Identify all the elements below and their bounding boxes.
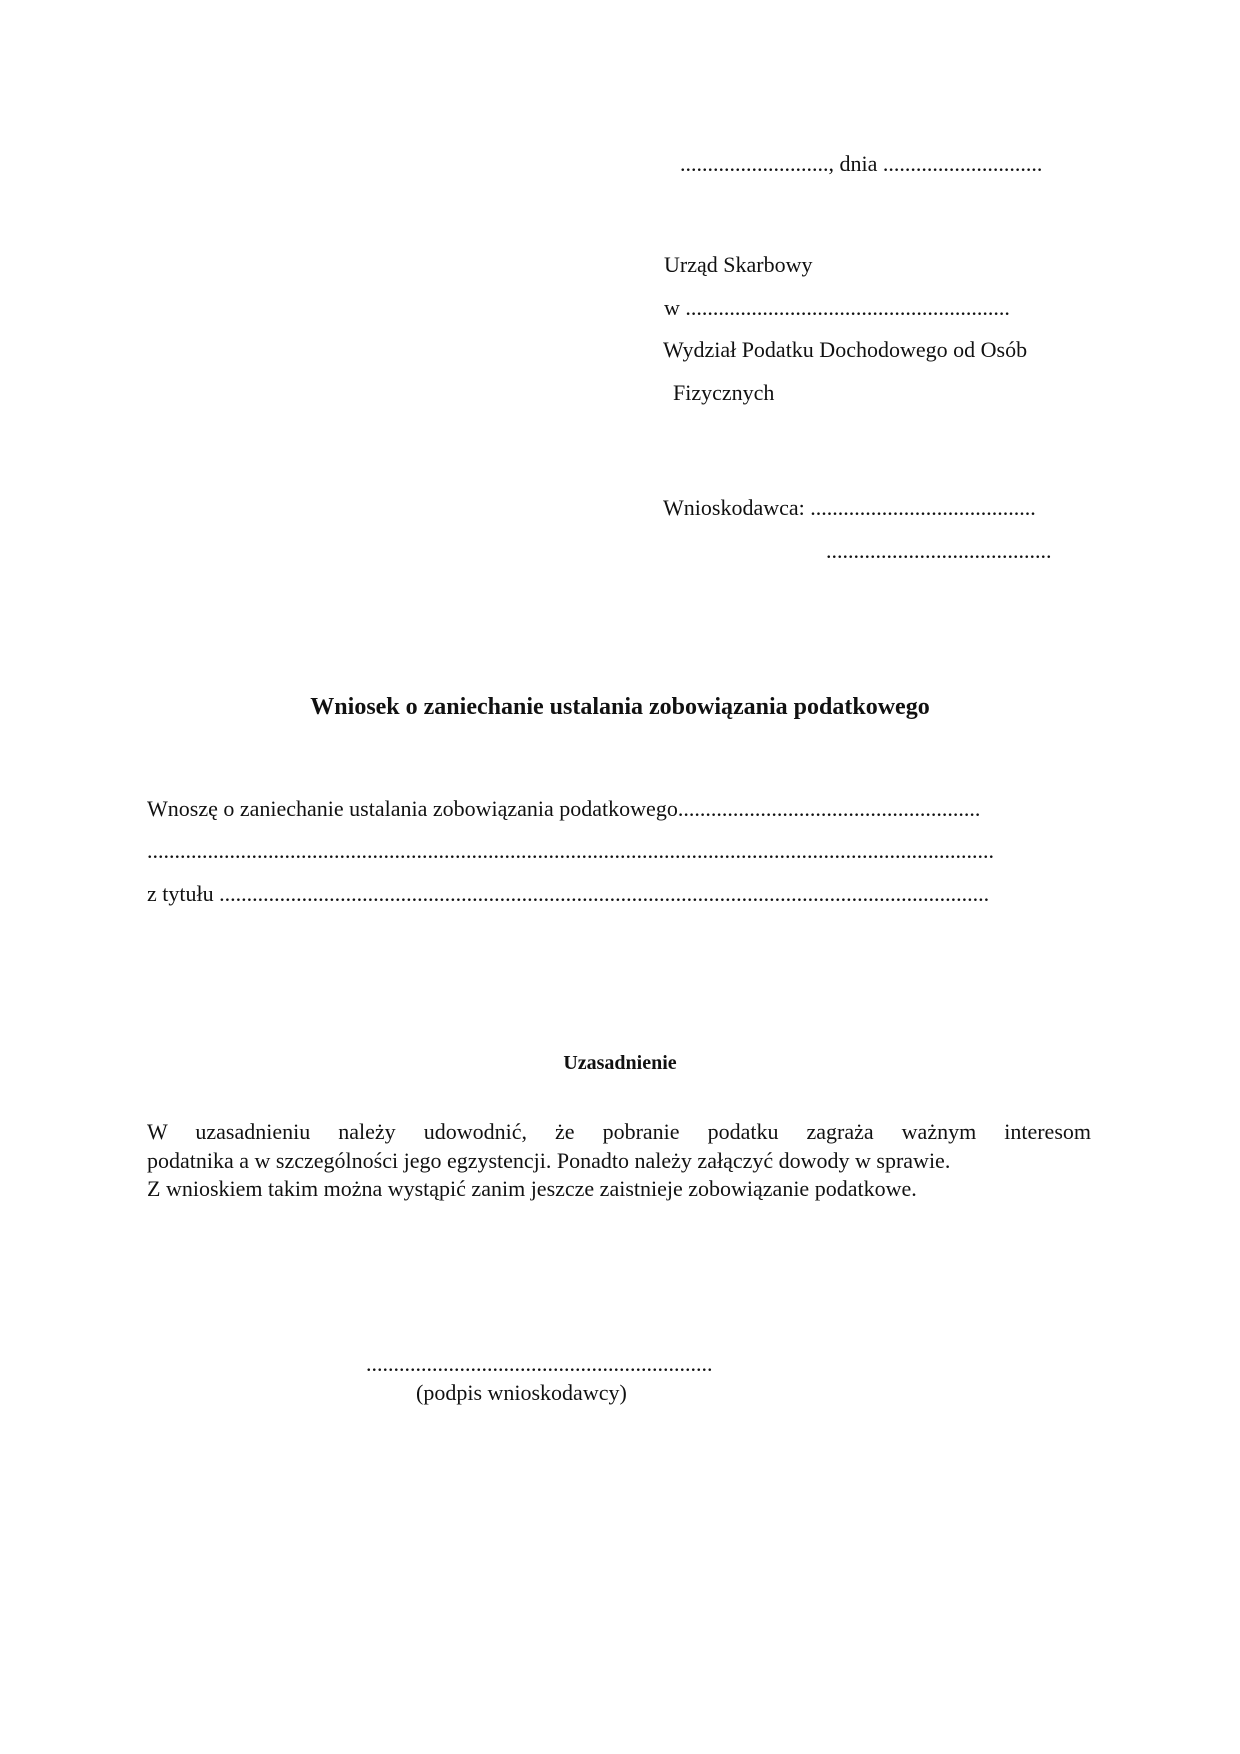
- justification-line-3: Z wnioskiem takim można wystąpić zanim jeszcze zaistnieje zobowiązanie podatkowe.: [147, 1176, 917, 1201]
- tax-office-city-line: w ...........................................................: [664, 295, 1010, 320]
- justification-line-2: podatnika a w szczególności jego egzystencji. Ponadto należy załączyć dowody w sprawie.: [147, 1147, 951, 1173]
- signature-caption: (podpis wnioskodawcy): [416, 1380, 627, 1405]
- department-line-2: Fizycznych: [673, 380, 775, 405]
- tax-office-name: Urząd Skarbowy: [664, 252, 813, 277]
- request-line-1: Wnoszę o zaniechanie ustalania zobowiązania podatkowego.......................................................: [147, 796, 981, 821]
- justification-paragraph: [147, 1118, 1091, 1204]
- signature-line: ...............................................................: [366, 1351, 713, 1376]
- applicant-second-line: .........................................: [826, 538, 1052, 563]
- justification-heading: Uzasadnienie: [563, 1052, 677, 1074]
- request-line-3: z tytułu ............................................................................................................................................: [147, 881, 990, 906]
- document-title: Wniosek o zaniechanie ustalania zobowiązania podatkowego: [310, 694, 930, 720]
- place-date-line: ..........................., dnia .............................: [680, 151, 1043, 176]
- department-line-1: Wydział Podatku Dochodowego od Osób: [663, 337, 1028, 362]
- justification-line-1: W uzasadnieniu należy udowodnić, że pobranie podatku zagraża ważnym interesom: [147, 1119, 1091, 1144]
- request-line-2: ..........................................................................................................................................................: [147, 838, 994, 863]
- applicant-line: Wnioskodawca: .........................................: [663, 495, 1036, 520]
